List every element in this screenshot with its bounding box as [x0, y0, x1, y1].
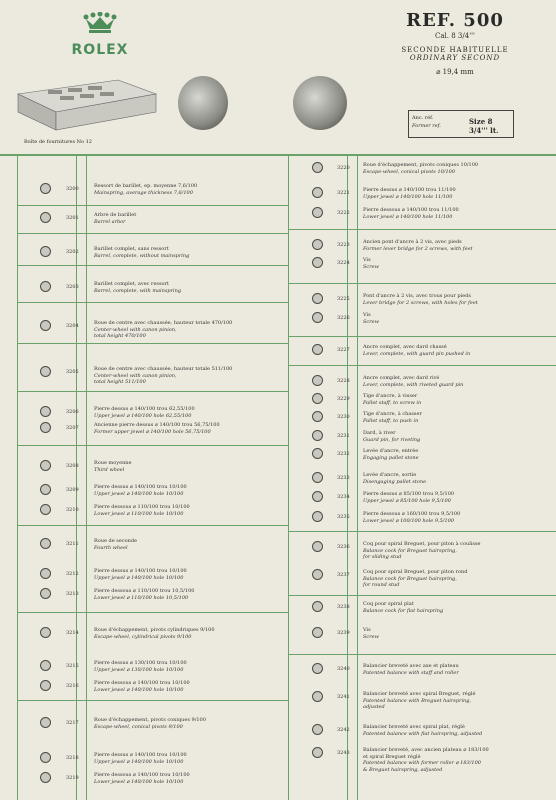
- part-picture: [312, 448, 323, 459]
- movement-photo-back: [178, 76, 228, 130]
- part-number: 3220: [337, 165, 350, 171]
- part-description: [94, 212, 136, 225]
- part-number: 3226: [337, 315, 350, 321]
- part-name-fr: Balancier breveté avec spiral plat, réglé: [363, 724, 465, 730]
- part-name-en: Fourth wheel: [94, 544, 128, 551]
- part-number: 3219: [66, 775, 79, 781]
- part-description: [94, 772, 190, 785]
- parts-box-illustration: [8, 72, 158, 134]
- part-name-en: Pallet staff, to screw in: [363, 399, 422, 406]
- part-description: [94, 422, 220, 435]
- part-number: 3201: [66, 215, 79, 221]
- part-name-fr: Roue d'échappement, pivots coniques 9/100: [94, 717, 206, 723]
- part-name-fr: Pierre dessous ⌀ 110/100 trou 10/100: [94, 504, 190, 510]
- part-name-en: Guard pin, for riveting: [363, 436, 421, 443]
- part-description: [363, 472, 426, 485]
- part-number: 3228: [337, 378, 350, 384]
- former-ref-box: [408, 110, 514, 138]
- part-picture: [40, 627, 51, 638]
- part-picture: [312, 569, 323, 580]
- part-number: 3213: [66, 591, 79, 597]
- part-picture: [312, 207, 323, 218]
- part-name-en: Escape-wheel, cylindrical pivots 9/100: [94, 633, 192, 640]
- part-description: [363, 430, 420, 443]
- part-name-fr: Pierre dessous ⌀ 110/100 trou 10,5/100: [94, 588, 195, 594]
- size-label: Size 8 3/4''' lt.: [469, 117, 499, 135]
- part-number: 3214: [66, 630, 79, 636]
- part-number: 3239: [337, 630, 350, 636]
- part-name-en: Balance cock for Breguet hairspring,: [363, 575, 457, 582]
- part-description: [94, 366, 232, 386]
- row-separator: [289, 595, 556, 596]
- part-description: [363, 239, 473, 252]
- part-description: [94, 680, 190, 693]
- part-name-en: Upper jewel ⌀ 140/100 hole 10/100: [94, 574, 184, 581]
- part-picture: [40, 717, 51, 728]
- row-separator: [18, 612, 288, 613]
- part-description: [363, 541, 480, 561]
- part-number: 3229: [337, 396, 350, 402]
- part-picture: [40, 680, 51, 691]
- part-picture: [40, 504, 51, 515]
- row-separator: [18, 445, 288, 446]
- part-picture: [312, 627, 323, 638]
- part-picture: [312, 747, 323, 758]
- part-name-fr: Pierre dessous ⌀ 140/100 trou 10/100: [94, 772, 190, 778]
- part-number: 3243: [337, 750, 350, 756]
- part-name-en: Lower jewel ⌀ 140/100 hole 11/100: [363, 213, 453, 220]
- part-name-en-cont: adjusted: [363, 704, 385, 710]
- part-name-en: Upper jewel ⌀ 140/100 hole 11/100: [363, 193, 453, 200]
- part-name-en: Third wheel: [94, 466, 125, 473]
- part-number: 3221: [337, 190, 350, 196]
- subtitle-en: ORDINARY SECOND: [409, 54, 501, 62]
- part-description: [363, 162, 478, 175]
- part-picture: [40, 281, 51, 292]
- part-name-en: Lever bridge for 2 screws, with holes for feet: [363, 299, 478, 306]
- part-description: [363, 747, 489, 773]
- part-name-en: Escape-wheel, conical pivots 9/100: [94, 723, 183, 730]
- part-picture: [312, 411, 323, 422]
- part-description: [94, 460, 131, 473]
- part-name-fr: Vis: [363, 627, 371, 633]
- part-name-fr: Vis: [363, 312, 371, 318]
- diameter-label: ⌀ 19,4 mm: [436, 68, 474, 76]
- part-number: 3224: [337, 260, 350, 266]
- center-divider: [288, 156, 289, 800]
- part-name-en: Upper jewel ⌀ 140/100 hole 62,55/100: [94, 412, 192, 419]
- part-description: [363, 187, 456, 200]
- part-picture: [40, 406, 51, 417]
- part-picture: [312, 541, 323, 552]
- crown-icon: [80, 12, 120, 36]
- part-picture: [40, 772, 51, 783]
- subtitle-fr: SECONDE HABITUELLE: [401, 46, 509, 54]
- caliber-label: Cal. 8 3/4''': [435, 32, 475, 40]
- part-name-en: Screw: [363, 318, 379, 325]
- part-number: 3238: [337, 604, 350, 610]
- part-number: 3227: [337, 347, 350, 353]
- part-name-fr: Tige d'ancre, à visser: [363, 393, 418, 399]
- part-name-en: Lower jewel ⌀ 140/100 hole 10/100: [94, 686, 184, 693]
- part-name-fr: Pierre dessus ⌀ 140/100 trou 11/100: [363, 187, 456, 193]
- row-separator: [289, 654, 556, 655]
- part-description: [363, 375, 463, 388]
- part-picture: [312, 430, 323, 441]
- part-name-en-cont: total height 470/100: [94, 333, 146, 339]
- part-name-fr: Vis: [363, 257, 371, 263]
- part-description: [94, 660, 187, 673]
- part-name-en: Former lever bridge for 2 screws, with feet: [363, 245, 473, 252]
- part-description: [363, 393, 421, 406]
- part-picture: [40, 246, 51, 257]
- anc-ref-label: Anc. réf.: [412, 115, 434, 121]
- part-name-en: Lower jewel ⌀ 100/100 hole 9,5/100: [363, 517, 455, 524]
- part-name-fr: Pierre dessous ⌀ 140/100 trou 10/100: [94, 680, 190, 686]
- part-name-en: Upper jewel ⌀ 130/100 hole 10/100: [94, 666, 184, 673]
- part-name-en: Lower jewel ⌀ 110/100 hole 10/100: [94, 510, 184, 517]
- part-name-en: Lever, complete, with guard pin pushed in: [363, 350, 471, 357]
- part-picture: [312, 472, 323, 483]
- part-name-en: Escape-wheel, conical pivots 10/100: [363, 168, 456, 175]
- part-name-en: Barrel arbor: [94, 218, 126, 225]
- part-picture: [40, 366, 51, 377]
- part-name-en: Disengaging pallet stone: [363, 478, 427, 485]
- part-picture: [40, 212, 51, 223]
- part-number: 3240: [337, 666, 350, 672]
- part-name-en-cont: for round stud: [363, 582, 400, 588]
- part-description: [363, 691, 475, 711]
- movement-photo-front: [293, 76, 347, 130]
- part-picture: [312, 239, 323, 250]
- part-name-en: Lever, complete, with riveted guard pin: [363, 381, 464, 388]
- part-description: [94, 588, 194, 601]
- part-picture: [312, 601, 323, 612]
- part-picture: [312, 187, 323, 198]
- part-description: [94, 246, 189, 259]
- part-name-fr: Pierre dessus ⌀ 140/100 trou 10/100: [94, 568, 187, 574]
- part-number: 3205: [66, 369, 79, 375]
- part-name-fr: Roue d'échappement, pivots cylindriques 9/100: [94, 627, 215, 633]
- part-description: [363, 257, 379, 270]
- part-name-en: Balance cock for Breguet hairspring,: [363, 547, 457, 554]
- table-left-line: [17, 156, 18, 800]
- row-separator: [289, 531, 556, 532]
- part-name-fr: Coq pour spiral Breguet, pour piton à coulisse: [363, 541, 481, 547]
- part-name-en: Barrel, complete, with mainspring: [94, 287, 182, 294]
- part-picture: [312, 491, 323, 502]
- part-description: [363, 569, 467, 589]
- brand-name: ROLEX: [71, 42, 129, 58]
- part-picture: [312, 257, 323, 268]
- part-picture: [312, 375, 323, 386]
- part-name-fr: Pierre dessous ⌀ 140/100 trou 11/100: [363, 207, 459, 213]
- part-name-fr: Pierre dessus ⌀ 140/100 trou 10/100: [94, 484, 187, 490]
- part-name-en: Balance cock for flat hairspring: [363, 607, 444, 614]
- part-description: [94, 538, 137, 551]
- part-name-fr: Levée d'ancre, sortie: [363, 472, 417, 478]
- part-description: [94, 320, 232, 340]
- part-number: 3218: [66, 755, 79, 761]
- part-name-fr: Levée d'ancre, entrée: [363, 448, 419, 454]
- part-name-fr: Pierre dessus ⌀ 130/100 trou 10/100: [94, 660, 187, 666]
- row-separator: [289, 229, 556, 230]
- part-name-fr: Roue de centre avec chaussée, hauteur totale 470/100: [94, 320, 233, 326]
- part-picture: [312, 691, 323, 702]
- part-name-fr: Ancre complet, avec dard rivé: [363, 375, 440, 381]
- part-picture: [40, 484, 51, 495]
- part-number: 3207: [66, 425, 79, 431]
- part-picture: [312, 293, 323, 304]
- part-number: 3237: [337, 572, 350, 578]
- left-number-divider: [86, 156, 87, 800]
- part-picture: [312, 312, 323, 323]
- part-number: 3222: [337, 210, 350, 216]
- row-separator: [18, 265, 288, 266]
- part-name-en: Screw: [363, 633, 379, 640]
- part-number: 3225: [337, 296, 350, 302]
- part-picture: [312, 724, 323, 735]
- part-name-en-cont: & Breguet hairspring, adjusted: [363, 766, 443, 773]
- part-name-fr: Roue de centre avec chaussée, hauteur totale 511/100: [94, 366, 233, 372]
- part-name-en: Lower jewel ⌀ 140/100 hole 10/100: [94, 778, 184, 785]
- part-picture: [40, 538, 51, 549]
- part-number: 3208: [66, 463, 79, 469]
- row-separator: [18, 343, 288, 344]
- part-name-fr: Dard, à river: [363, 430, 396, 436]
- right-number-divider: [357, 156, 358, 800]
- part-description: [94, 484, 187, 497]
- part-picture: [40, 320, 51, 331]
- part-name-en: Patented balance with Breguet hairspring,: [363, 697, 472, 704]
- part-description: [363, 724, 482, 737]
- part-name-fr: Pierre dessus ⌀ 140/100 trou 62,55/100: [94, 406, 195, 412]
- part-number: 3242: [337, 727, 350, 733]
- part-picture: [40, 588, 51, 599]
- part-name-en: Patented balance with flat hairspring, adjusted: [363, 730, 483, 737]
- part-picture: [40, 422, 51, 433]
- rolex-logo: [60, 12, 140, 58]
- part-name-fr: Pierre dessous ⌀ 160/100 trou 9,5/100: [363, 511, 461, 517]
- part-picture: [40, 183, 51, 194]
- part-name-en: Upper jewel ⌀ 140/100 hole 10/100: [94, 490, 184, 497]
- part-number: 3202: [66, 249, 79, 255]
- row-separator: [289, 365, 556, 366]
- table-top-rule: [0, 154, 556, 156]
- part-picture: [312, 393, 323, 404]
- part-name-fr: Arbre de barillet: [94, 212, 137, 218]
- part-picture: [312, 162, 323, 173]
- part-number: 3233: [337, 475, 350, 481]
- part-name-fr-cont: et spiral Breguet réglé: [363, 753, 421, 760]
- part-number: 3215: [66, 663, 79, 669]
- row-separator: [18, 302, 288, 303]
- part-description: [94, 717, 206, 730]
- part-picture: [40, 752, 51, 763]
- part-name-fr: Coq pour spiral Breguet, pour piton rond: [363, 569, 468, 575]
- part-description: [94, 504, 190, 517]
- part-number: 3209: [66, 487, 79, 493]
- part-name-fr: Pont d'ancre à 2 vis, avec trous pour pieds: [363, 293, 471, 299]
- part-name-en: Screw: [363, 263, 379, 270]
- reference-header: [370, 10, 540, 76]
- part-name-fr: Tige d'ancre, à chasser: [363, 411, 422, 417]
- part-name-fr: Ancien pont d'ancre à 2 vis, avec pieds: [363, 239, 462, 245]
- part-number: 3234: [337, 494, 350, 500]
- part-picture: [40, 568, 51, 579]
- reference-title: REF. 500: [406, 10, 504, 31]
- part-name-en: Patented balance with former roller ⌀ 183/100: [363, 760, 481, 766]
- part-name-fr: Balancier breveté avec axe et plateau: [363, 663, 459, 669]
- part-name-fr: Roue d'échappement, pivots coniques 10/100: [363, 162, 479, 168]
- part-number: 3212: [66, 571, 79, 577]
- part-number: 3216: [66, 683, 79, 689]
- part-name-fr: Coq pour spiral plat: [363, 601, 414, 607]
- part-number: 3241: [337, 694, 350, 700]
- box-caption: Boîte de fournitures No 12: [24, 139, 92, 145]
- part-description: [363, 312, 379, 325]
- part-picture: [312, 663, 323, 674]
- part-description: [363, 448, 419, 461]
- part-number: 3206: [66, 409, 79, 415]
- row-separator: [289, 283, 556, 284]
- part-number: 3211: [66, 541, 79, 547]
- part-number: 3204: [66, 323, 79, 329]
- part-number: 3217: [66, 720, 79, 726]
- part-name-en-cont: total height 511/100: [94, 379, 146, 385]
- part-description: [94, 281, 181, 294]
- part-number: 3223: [337, 242, 350, 248]
- part-name-en: Upper jewel ⌀ 140/100 hole 10/100: [94, 758, 184, 765]
- part-name-en: Mainspring, average thickness 7,6/100: [94, 189, 193, 196]
- part-picture: [40, 660, 51, 671]
- part-description: [363, 491, 454, 504]
- part-name-fr: Balancier breveté avec spiral Breguet, réglé: [363, 691, 476, 697]
- part-number: 3200: [66, 186, 79, 192]
- row-separator: [18, 525, 288, 526]
- part-name-en-cont: for sliding stud: [363, 554, 402, 560]
- part-number: 3232: [337, 451, 350, 457]
- part-name-fr: Roue de seconde: [94, 538, 138, 544]
- part-name-fr: Barillet complet, sans ressort: [94, 246, 169, 252]
- part-description: [94, 627, 215, 640]
- part-name-en: Patented balance with staff and roller: [363, 669, 459, 676]
- part-number: 3203: [66, 284, 79, 290]
- part-picture: [312, 511, 323, 522]
- part-number: 3231: [337, 433, 350, 439]
- part-description: [94, 752, 187, 765]
- part-description: [363, 627, 379, 640]
- part-name-fr: Pierre dessus ⌀ 140/100 trou 10/100: [94, 752, 187, 758]
- part-name-fr: Ancienne pierre dessus ⌀ 140/100 trou 56,75/100: [94, 422, 220, 428]
- part-name-en: Lower jewel ⌀ 110/100 hole 10,5/100: [94, 594, 189, 601]
- part-name-fr: Roue moyenne: [94, 460, 132, 466]
- part-number: 3210: [66, 507, 79, 513]
- row-separator: [18, 205, 288, 206]
- part-description: [363, 411, 422, 424]
- part-picture: [312, 344, 323, 355]
- part-number: 3230: [337, 414, 350, 420]
- part-name-en: Engaging pallet stone: [363, 454, 419, 461]
- part-name-en: Former upper jewel ⌀ 140/100 hole 56,75/100: [94, 428, 211, 435]
- part-name-fr: Ressort de barillet, ep. moyenne 7,6/100: [94, 183, 198, 189]
- row-separator: [289, 336, 556, 337]
- part-name-en: Pallet staff, to push in: [363, 417, 419, 424]
- part-name-fr: Barillet complet, avec ressort: [94, 281, 169, 287]
- former-ref-label: Former ref.: [412, 123, 441, 129]
- part-description: [363, 663, 459, 676]
- part-number: 3236: [337, 544, 350, 550]
- part-name-fr: Balancier breveté, avec ancien plateau ⌀ 183/100: [363, 747, 489, 753]
- row-separator: [18, 391, 288, 392]
- part-description: [94, 183, 197, 196]
- part-description: [363, 511, 460, 524]
- row-separator: [18, 233, 288, 234]
- row-separator: [18, 700, 288, 701]
- part-description: [363, 207, 459, 220]
- part-name-fr: Pierre dessus ⌀ 85/100 trou 9,5/100: [363, 491, 455, 497]
- part-picture: [40, 460, 51, 471]
- part-description: [363, 344, 470, 357]
- part-description: [94, 406, 195, 419]
- part-description: [363, 293, 478, 306]
- part-name-fr: Ancre complet, avec dard chassé: [363, 344, 447, 350]
- part-description: [363, 601, 443, 614]
- part-description: [94, 568, 187, 581]
- part-name-en: Center-wheel with canon pinion,: [94, 326, 177, 333]
- part-name-en: Barrel, complete, without mainspring: [94, 252, 190, 259]
- part-name-en: Center-wheel with canon pinion,: [94, 372, 177, 379]
- part-number: 3235: [337, 514, 350, 520]
- part-name-en: Upper jewel ⌀ 85/100 hole 9,5/100: [363, 497, 451, 504]
